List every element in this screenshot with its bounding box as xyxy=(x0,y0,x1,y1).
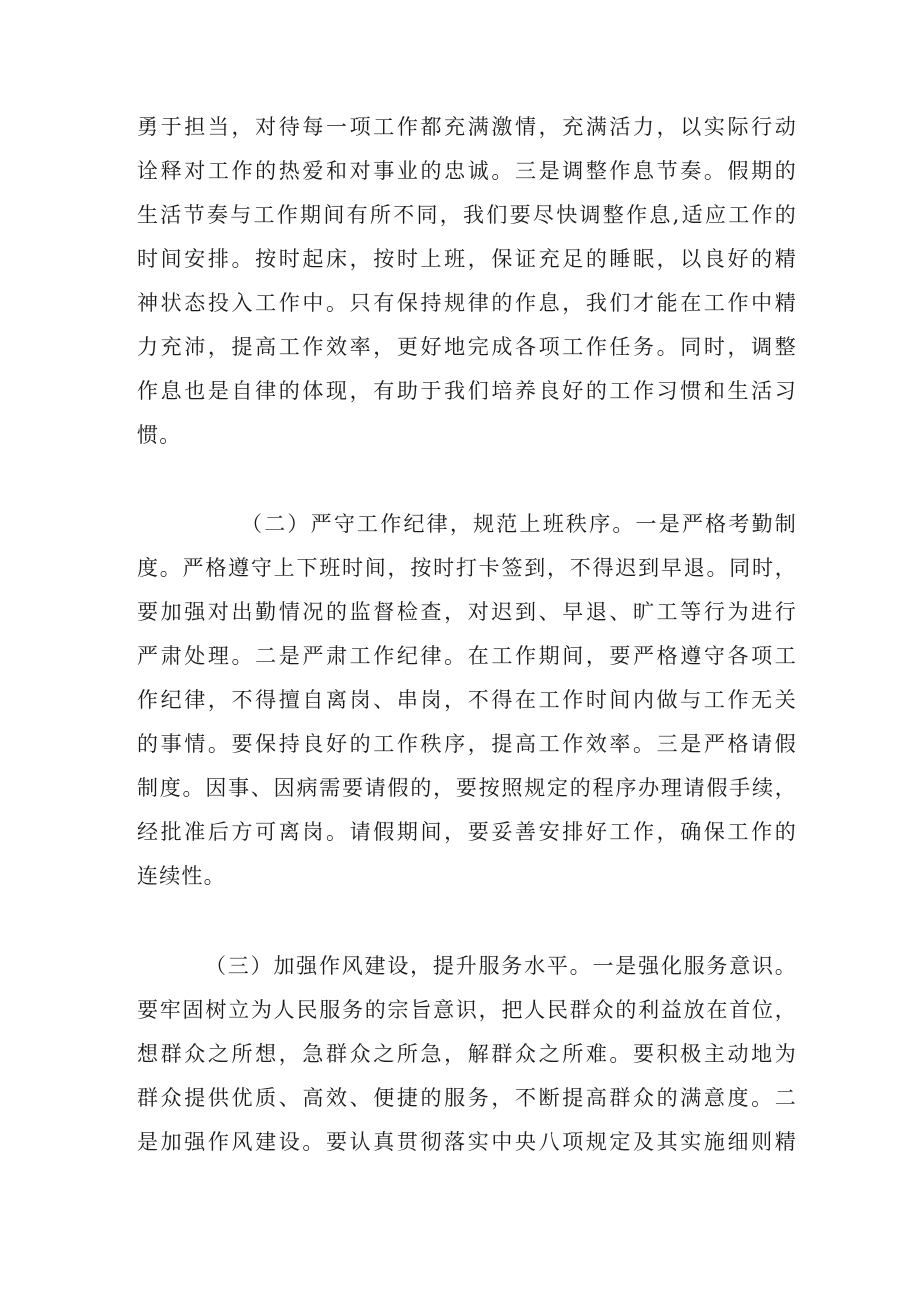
section-heading-line: （二）严守工作纪律，规范上班秩序。一是严格考勤制 xyxy=(241,512,797,536)
text-line: 勇于担当，对待每一项工作都充满激情，充满活力，以实际行动 xyxy=(137,115,797,139)
text-line: 经批准后方可离岗。请假期间，要妥善安排好工作，确保工作的 xyxy=(137,820,797,844)
text-line: 严肃处理。二是严肃工作纪律。在工作期间，要严格遵守各项工 xyxy=(137,644,797,668)
text-line: 神状态投入工作中。只有保持规律的作息，我们才能在工作中精 xyxy=(137,291,797,315)
text-line: 作纪律，不得擅自离岗、串岗，不得在工作时间内做与工作无关 xyxy=(137,688,797,712)
text-line: 连续性。 xyxy=(137,864,226,888)
paragraph-2 xyxy=(137,502,797,898)
text-line: 惯。 xyxy=(137,423,182,447)
text-line: 想群众之所想，急群众之所急，解群众之所难。要积极主动地为 xyxy=(137,1042,797,1066)
text-line: 诠释对工作的热爱和对事业的忠诚。三是调整作息节奏。假期的 xyxy=(137,159,797,183)
text-line: 力充沛，提高工作效率，更好地完成各项工作任务。同时，调整 xyxy=(137,335,797,359)
text-line: 生活节奏与工作期间有所不同，我们要尽快调整作息,适应工作的 xyxy=(137,203,797,227)
paragraph-3 xyxy=(137,944,797,1164)
text-line: 作息也是自律的体现，有助于我们培养良好的工作习惯和生活习 xyxy=(137,379,797,403)
text-line: 要牢固树立为人民服务的宗旨意识，把人民群众的利益放在首位， xyxy=(137,998,797,1022)
text-line: 要加强对出勤情况的监督检查，对迟到、早退、旷工等行为进行 xyxy=(137,600,797,624)
text-line: 是加强作风建设。要认真贯彻落实中央八项规定及其实施细则精 xyxy=(137,1130,797,1154)
section-heading-line: （三）加强作风建设，提升服务水平。一是强化服务意识。 xyxy=(205,954,797,978)
text-line: 制度。因事、因病需要请假的，要按照规定的程序办理请假手续， xyxy=(137,776,797,800)
text-line: 度。严格遵守上下班时间，按时打卡签到，不得迟到早退。同时， xyxy=(137,556,797,580)
paragraph-1 xyxy=(137,105,797,457)
text-line: 的事情。要保持良好的工作秩序，提高工作效率。三是严格请假 xyxy=(137,732,797,756)
text-line: 群众提供优质、高效、便捷的服务，不断提高群众的满意度。二 xyxy=(137,1086,797,1110)
text-line: 时间安排。按时起床，按时上班，保证充足的睡眠，以良好的精 xyxy=(137,247,797,271)
